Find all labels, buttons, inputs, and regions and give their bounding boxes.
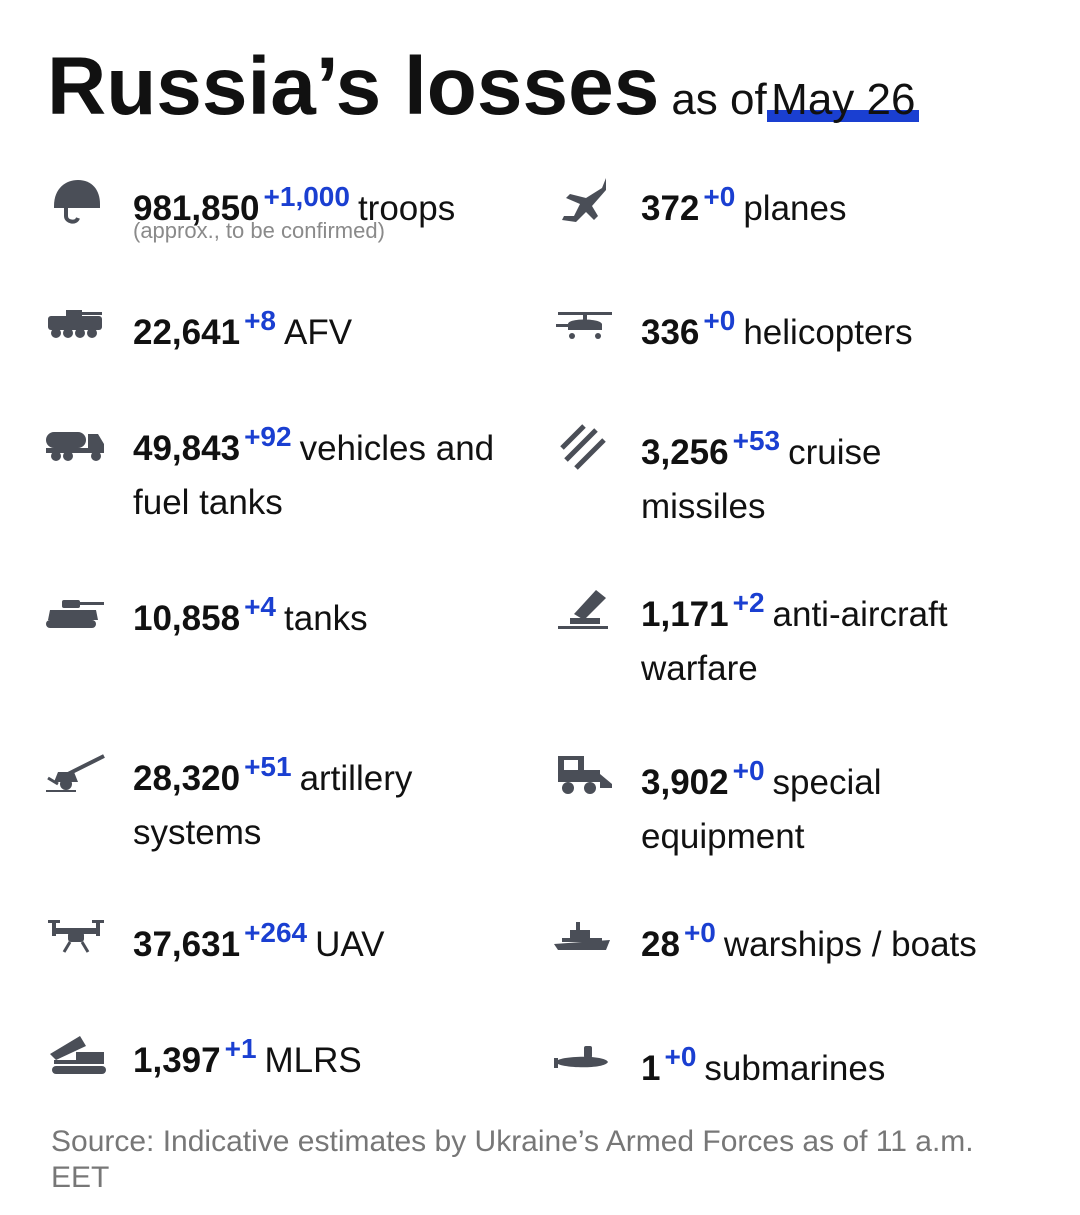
stat-uav: 37,631 $^{+264}$ UAV xyxy=(133,917,385,964)
missile-icon xyxy=(556,422,618,472)
stat-artillery: 28,320 $^{+51}$ artillery systems xyxy=(133,751,413,852)
stat-tanks: 10,858 $^{+4}$ tanks xyxy=(133,591,368,638)
tank-icon xyxy=(44,588,106,638)
stat-special-equipment: 3,902 $^{+0}$ special equipment xyxy=(641,755,882,856)
stat-helicopters: 336 $^{+0}$ helicopters xyxy=(641,305,913,352)
stat-warships: 28 $^{+0}$ warships / boats xyxy=(641,917,977,964)
fuel-truck-icon xyxy=(44,420,106,470)
loader-icon xyxy=(556,750,618,800)
afv-icon xyxy=(44,300,106,350)
stat-mlrs: 1,397 $^{+1}$ MLRS xyxy=(133,1033,362,1080)
mlrs-icon xyxy=(46,1030,108,1080)
warship-icon xyxy=(552,914,614,964)
helmet-icon xyxy=(46,176,108,226)
stat-planes: 372 $^{+0}$ planes xyxy=(641,181,847,228)
stat-vehicles: 49,843 $^{+92}$ vehicles and fuel tanks xyxy=(133,421,495,522)
stat-afv: 22,641 $^{+8}$ AFV xyxy=(133,305,353,352)
page-title xyxy=(47,40,915,134)
stat-submarines: 1 $^{+0}$ submarines xyxy=(641,1041,886,1088)
title-main: Russia’s losses xyxy=(47,41,660,132)
title-date: May 26 xyxy=(771,75,916,124)
stat-cruise-missiles: 3,256 $^{+53}$ cruise missiles xyxy=(641,425,882,526)
stat-troops: 981,850 $^{+1,000}$ troops xyxy=(133,181,456,228)
plane-icon xyxy=(556,176,618,226)
troops-note: (approx., to be confirmed) xyxy=(133,218,385,243)
source-note: Source: Indicative estimates by Ukraine’s Armed Forces as of 11 a.m. EET xyxy=(51,1125,974,1194)
stat-anti-aircraft: 1,171 $^{+2}$ anti-aircraft warfare xyxy=(641,587,948,688)
submarine-icon xyxy=(552,1036,614,1086)
anti-aircraft-icon xyxy=(556,584,618,634)
helicopter-icon xyxy=(554,302,616,352)
title-subtitle: as of xyxy=(671,75,767,124)
drone-icon xyxy=(46,912,108,962)
artillery-icon xyxy=(44,750,106,800)
